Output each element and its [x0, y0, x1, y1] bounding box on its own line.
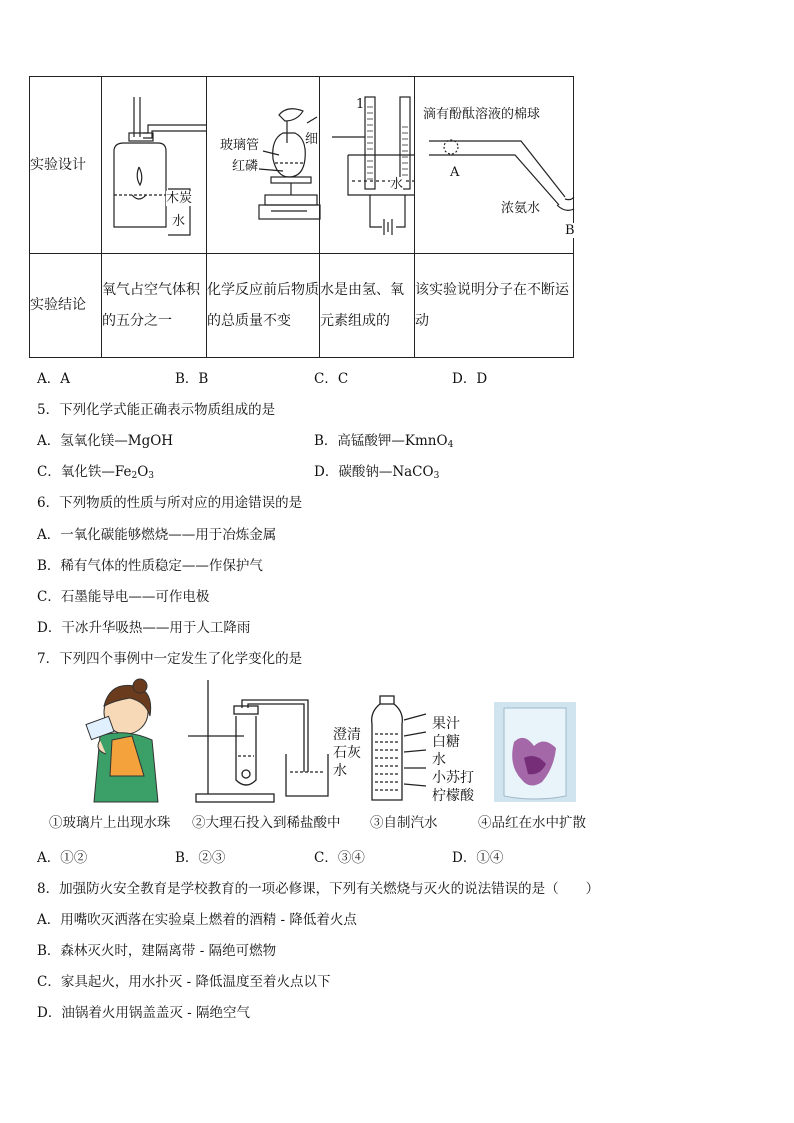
soda-label-juice: 果汁: [432, 716, 460, 732]
dye-diffusion-photo: [494, 702, 576, 802]
conclusion-c: 水是由氢、氧元素组成的: [320, 254, 415, 358]
q8-option-b[interactable]: B．森林灭火时，建隔离带 - 隔绝可燃物: [37, 943, 277, 959]
q6-option-d[interactable]: D．干冰升华吸热——用于人工降雨: [37, 620, 251, 636]
soda-bottle-figure: [366, 694, 430, 806]
label-charcoal: 木炭: [166, 191, 193, 206]
label-a: A: [450, 165, 460, 180]
label-water: 水: [172, 214, 186, 229]
q6-option-c[interactable]: C．石墨能导电——可作电极: [37, 589, 210, 605]
q7-caption-1: ①玻璃片上出现水珠: [49, 815, 171, 831]
limewater-label-2: 石灰: [333, 745, 361, 761]
label-ammonia: 浓氨水: [501, 201, 541, 216]
figure-d-molecule-motion: [415, 77, 574, 254]
q7-option-a[interactable]: A．①②: [37, 850, 88, 866]
soda-label-sugar: 白糖: [432, 734, 460, 750]
figure-c-electrolysis: [320, 77, 415, 254]
q6-option-b[interactable]: B．稀有气体的性质稳定——作保护气: [37, 558, 263, 574]
q7-option-d[interactable]: D．①④: [452, 850, 504, 866]
q7-option-c[interactable]: C．③④: [314, 850, 365, 866]
label-water-2: 水: [390, 177, 404, 192]
label-red-phosphorus: 红磷: [232, 159, 259, 174]
q7-caption-4: ④品红在水中扩散: [478, 815, 586, 831]
label-b: B: [565, 223, 575, 238]
label-cotton-phenolphthalein: 滴有酚酞溶液的棉球: [423, 107, 541, 122]
q6-option-a[interactable]: A．一氧化碳能够燃烧——用于冶炼金属: [37, 527, 277, 543]
q7-option-b[interactable]: B．②③: [175, 850, 226, 866]
q7-caption-2: ②大理石投入到稀盐酸中: [192, 815, 341, 831]
conclusion-b: 化学反应前后物质的总质量不变: [207, 254, 320, 358]
soda-label-citric-acid: 柠檬酸: [432, 788, 474, 804]
label-thin: 细: [305, 132, 319, 147]
q7-stem: 7．下列四个事例中一定发生了化学变化的是: [37, 651, 303, 667]
q5-option-d[interactable]: D．碳酸钠—NaCO$_3$: [314, 464, 440, 481]
q8-stem: 8．加强防火安全教育是学校教育的一项必修课，下列有关燃烧与灭火的说法错误的是（ ）: [37, 881, 600, 897]
limewater-label-3: 水: [333, 763, 347, 779]
marble-acid-apparatus-figure: [182, 676, 332, 806]
label-one: 1: [356, 97, 365, 112]
q5-option-a[interactable]: A．氢氧化镁—MgOH: [37, 433, 174, 449]
row-header-conclusion: 实验结论: [30, 254, 102, 358]
conclusion-d: 该实验说明分子在不断运动: [415, 254, 574, 358]
q8-option-c[interactable]: C．家具起火，用水扑灭 - 降低温度至着火点以下: [37, 974, 331, 990]
q5-option-c[interactable]: C．氧化铁$—Fe_2O_3$: [37, 464, 154, 481]
q8-option-d[interactable]: D．油锅着火用锅盖盖灭 - 隔绝空气: [37, 1005, 250, 1021]
limewater-label-1: 澄清: [333, 727, 361, 743]
row-header-design: 实验设计: [30, 77, 102, 254]
q5-option-b[interactable]: B．高锰酸钾—KmnO$_4$: [314, 433, 454, 450]
girl-breathing-on-glass-figure: [60, 676, 180, 804]
label-glass-tube: 玻璃管: [220, 138, 260, 153]
conclusion-a: 氧气占空气体积的五分之一: [102, 254, 207, 358]
q8-option-a[interactable]: A．用嘴吹灭洒落在实验桌上燃着的酒精 - 降低着火点: [37, 912, 357, 928]
figure-a-oxygen-volume: [102, 77, 207, 254]
q4-option-d[interactable]: D．D: [452, 371, 488, 387]
q5-stem: 5．下列化学式能正确表示物质组成的是: [37, 402, 276, 418]
soda-label-water: 水: [432, 752, 446, 768]
q4-option-b[interactable]: B．B: [175, 371, 209, 387]
q6-stem: 6．下列物质的性质与所对应的用途错误的是: [37, 495, 303, 511]
soda-label-baking-soda: 小苏打: [432, 770, 474, 786]
figure-b-mass-conservation: [207, 77, 320, 254]
q7-caption-3: ③自制汽水: [370, 815, 438, 831]
experiment-table: [29, 76, 574, 358]
q4-option-c[interactable]: C．C: [314, 371, 349, 387]
q4-option-a[interactable]: A．A: [37, 371, 70, 387]
